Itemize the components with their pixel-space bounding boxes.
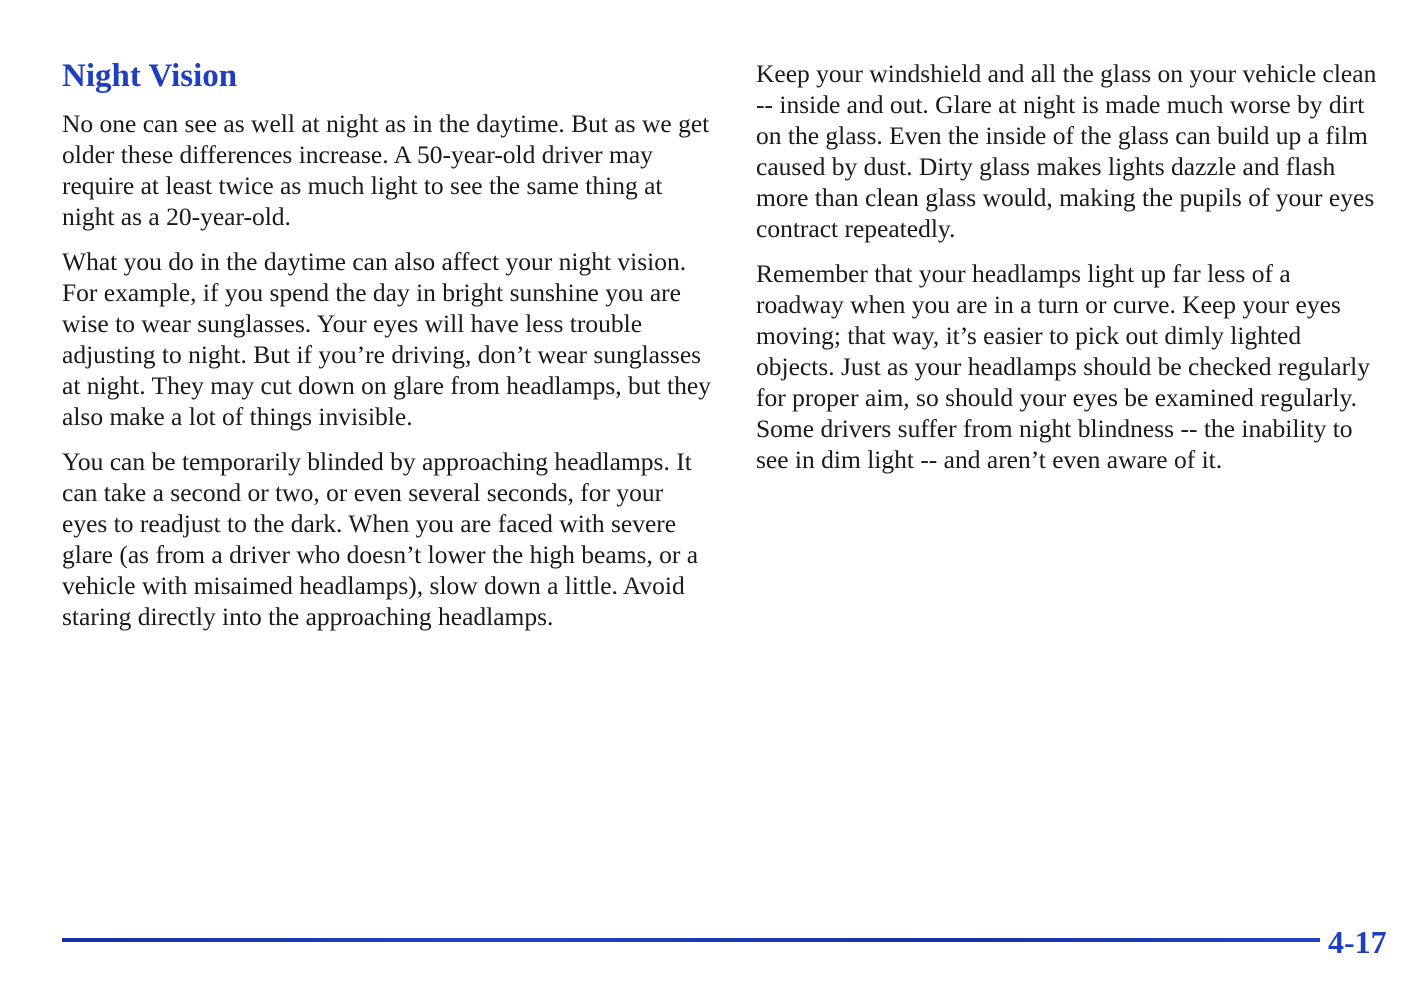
paragraph-glare-headlamps: You can be temporarily blinded by approaching headlamps. It can take a second or two, or even several seconds, for your eyes to readjust to the dark. When you are faced with severe glare (as from a driver who doesn’t lower the high beams, or a vehicle with misaimed headlamps), slow down a little. Avoid staring directly into the approaching headlamps. — [62, 447, 699, 631]
paragraph-eyes-moving: Remember that your headlamps light up far less of a roadway when you are in a turn or curve. Keep your eyes moving; that way, it’s easier to pick out dimly lighted objects. Just as your headlamps should be checked regularly for proper aim, so should your eyes be examined regularly. Some drivers suffer from night blindness -- the inability to see in dim light -- and aren’t even aware of it. — [756, 259, 1370, 474]
paragraph-night-vision-age: No one can see as well at night as in the daytime. But as we get older these differences increase. A 50-year-old driver may require at least twice as much light to see the same thing at night as a 20-year-old. — [62, 109, 710, 231]
left-column — [62, 54, 712, 646]
section-heading: Night Vision — [62, 58, 238, 94]
footer-rule — [62, 938, 1320, 942]
paragraph-sunglasses: What you do in the daytime can also affect your night vision. For example, if you spend the day in bright sunshine you are wise to wear sunglasses. Your eyes will have less trouble adjusting to night. But if you’re driving, don’t wear sunglasses at night. They may cut down on glare from headlamps, but they also make a lot of things invisible. — [62, 247, 711, 431]
page-number: 4-17 — [1328, 924, 1387, 960]
right-column — [756, 54, 1381, 489]
paragraph-clean-glass: Keep your windshield and all the glass on your vehicle clean -- inside and out. Glare at night is made much worse by dirt on the glass. Even the inside of the glass can build up a film caused by dust. Dirty glass makes lights dazzle and flash more than clean glass would, making the pupils of your eyes contract repeatedly. — [756, 59, 1377, 243]
